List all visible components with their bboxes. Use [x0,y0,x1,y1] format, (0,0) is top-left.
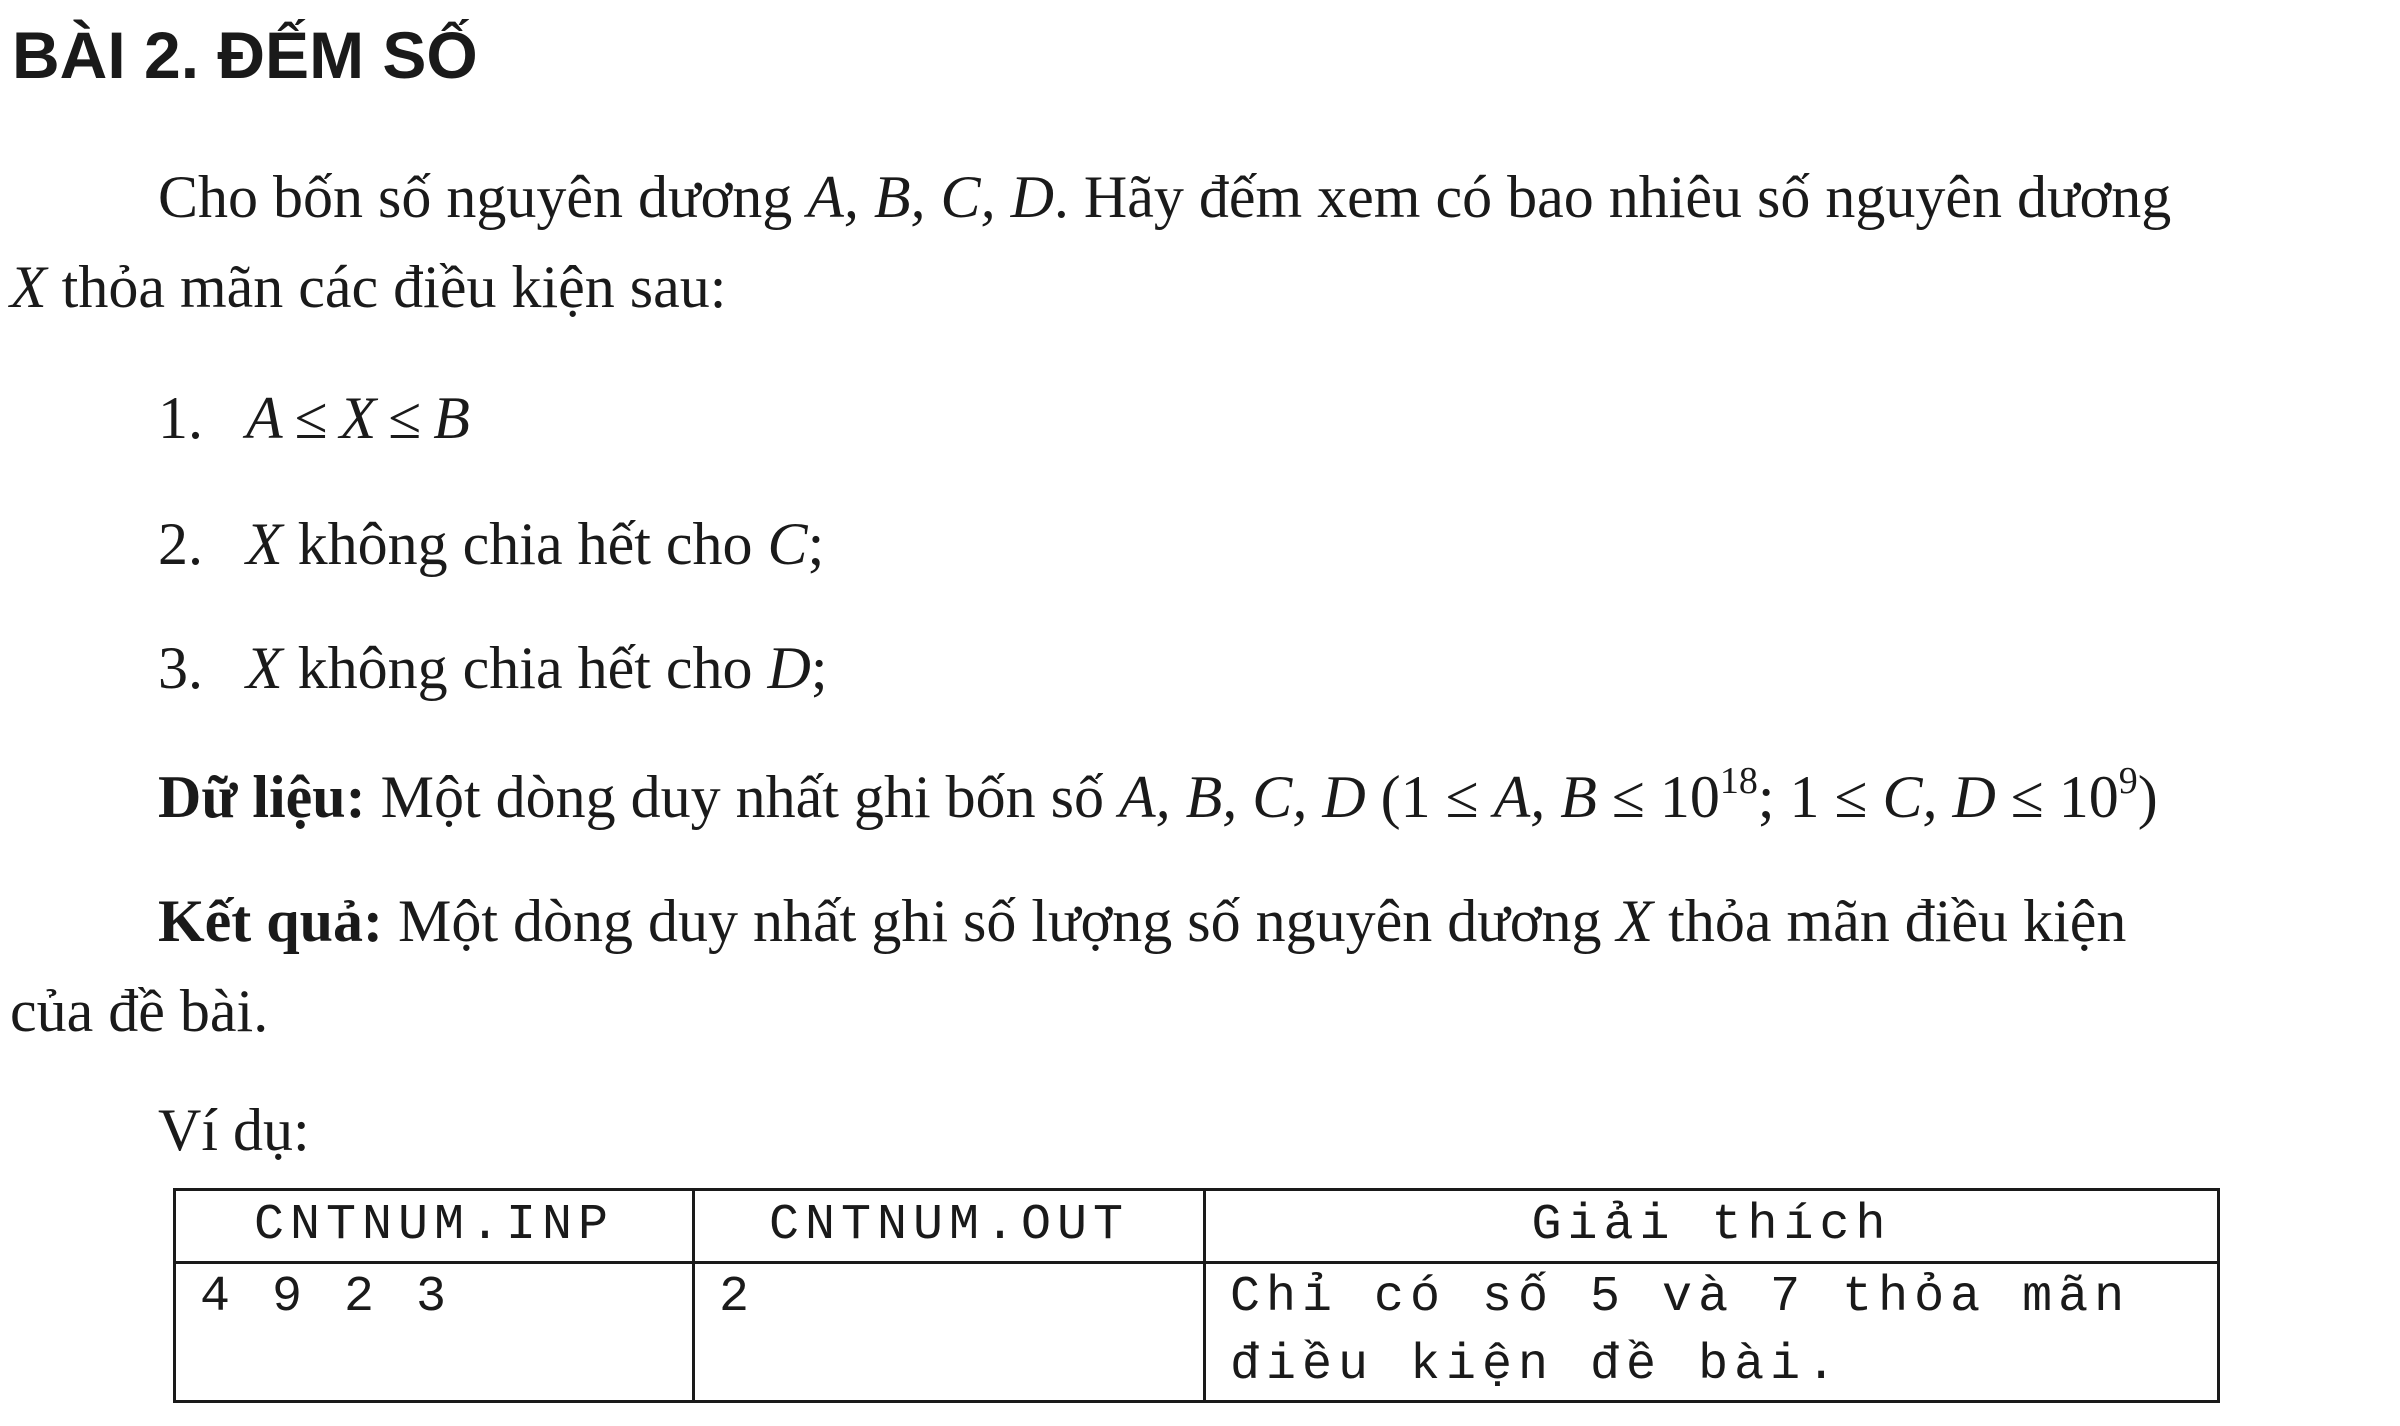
output-text: Một dòng duy nhất ghi số lượng số nguyên dương [383,888,1617,954]
var-d: D [767,635,811,701]
example-table [173,1188,2220,1403]
var-x: X [246,511,283,577]
table-row [175,1263,2219,1402]
var-c: C [767,511,808,577]
var-b: B [433,385,470,451]
input-vars: A, B, C, D [1119,764,1366,830]
intro-text: Cho bốn số nguyên dương [158,164,808,230]
exponent-9: 9 [2118,760,2138,802]
semicolon: ; [810,635,828,701]
header-output-file: CNTNUM.OUT [694,1190,1205,1263]
input-paragraph [10,752,2390,842]
table-header-row [175,1190,2219,1263]
intro-vars: A, B, C, D [807,164,1054,230]
output-label: Kết quả: [158,888,383,954]
exponent-18: 18 [1719,760,1758,802]
condition-number: 3. [158,635,203,701]
input-text: Một dòng duy nhất ghi bốn số [365,764,1119,830]
leq-symbol: ≤ [294,385,328,451]
condition-3 [158,635,828,701]
intro-x: X [10,254,47,320]
condition-1 [158,385,470,451]
condition-2 [158,511,825,577]
semicolon: ; [807,511,825,577]
explanation-line-1: Chỉ có số 5 và 7 thỏa mãn [1230,1269,2131,1326]
header-input-file: CNTNUM.INP [175,1190,694,1263]
var-a: A [246,385,283,451]
constraint-open: (1 ≤ [1365,764,1494,830]
intro-line-1 [10,152,2390,242]
example-label: Ví dụ: [158,1097,310,1163]
intro-line2-text: thỏa mãn các điều kiện sau: [46,254,727,320]
cell-explanation [1205,1263,2219,1402]
var-x: X [339,385,377,451]
constraint-le1: ≤ 10 [1596,764,1720,830]
intro-tail: . Hãy đếm xem có bao nhiêu số nguyên dương [1053,164,2172,230]
problem-title: BÀI 2. ĐẾM SỐ [12,18,478,92]
leq-symbol: ≤ [388,385,422,451]
constraint-cd: C, D [1882,764,1996,830]
cell-input: 4 9 2 3 [175,1263,694,1402]
output-line-2: của đề bài. [10,978,269,1044]
output-x: X [1616,888,1654,954]
input-line [10,752,2390,842]
constraint-le2: ≤ 10 [1995,764,2119,830]
condition-text: không chia hết cho [282,511,768,577]
constraint-close: ) [2137,764,2158,830]
header-explanation: Giải thích [1205,1190,2219,1263]
constraint-ab: A, B [1493,764,1597,830]
condition-number: 1. [158,385,203,451]
constraint-mid: ; 1 ≤ [1757,764,1883,830]
condition-number: 2. [158,511,203,577]
explanation-line-2: điều kiện đề bài. [1230,1337,1843,1394]
input-label: Dữ liệu: [158,764,366,830]
output-tail: thỏa mãn điều kiện [1653,888,2127,954]
intro-line-2 [10,242,2390,332]
output-line-1 [10,876,2390,966]
cell-output: 2 [694,1263,1205,1402]
var-x: X [246,635,283,701]
intro-paragraph [10,152,2390,332]
output-paragraph [10,876,2390,1056]
condition-text: không chia hết cho [282,635,768,701]
